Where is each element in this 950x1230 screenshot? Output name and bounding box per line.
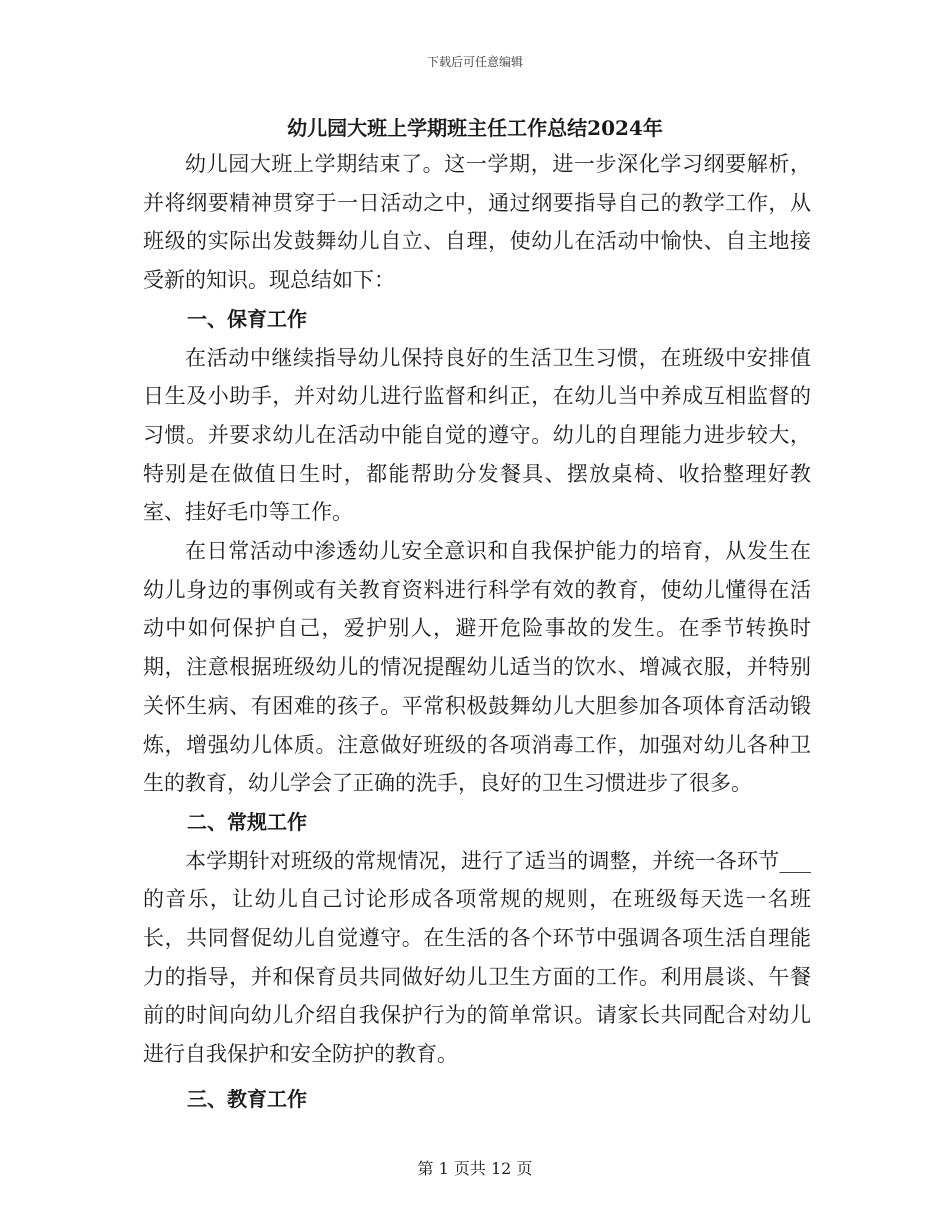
section-heading-education: 三、教育工作 — [187, 1086, 307, 1111]
document-body — [143, 145, 811, 1119]
routine-paragraph-1: 本学期针对班级的常规情况，进行了适当的调整，并统一各环节___的音乐，让幼儿自己讨论形成各项常规的规则，在班级每天选一名班长，共同督促幼儿自觉遵守。在生活的各个环节中强调各项生活自理能力的指导，并和保育员共同做好幼儿卫生方面的工作。利用晨谈、午餐前的时间向幼儿介绍自我保护行为的简单常识。请家长共同配合对幼儿进行自我保护和安全防护的教育。 — [143, 848, 811, 1067]
section-heading-routine: 二、常规工作 — [187, 809, 307, 834]
section-heading-care: 一、保育工作 — [187, 306, 307, 331]
intro-paragraph: 幼儿园大班上学期结束了。这一学期，进一步深化学习纲要解析，并将纲要精神贯穿于一日活动之中，通过纲要指导自己的教学工作，从班级的实际出发鼓舞幼儿自立、自理，使幼儿在活动中愉快、自主地接受新的知识。现总结如下： — [143, 152, 811, 293]
page-footer-number: 第 1 页共 12 页 — [417, 1159, 533, 1178]
page-header-note: 下载后可任意编辑 — [426, 55, 523, 69]
document-title: 幼儿园大班上学期班主任工作总结2024年 — [287, 116, 663, 140]
care-paragraph-1: 在活动中继续指导幼儿保持良好的生活卫生习惯，在班级中安排值日生及小助手，并对幼儿进行监督和纠正，在幼儿当中养成互相监督的习惯。并要求幼儿在活动中能自觉的遵守。幼儿的自理能力进步较大，特别是在做值日生时，都能帮助分发餐具、摆放桌椅、收拾整理好教室、挂好毛巾等工作。 — [143, 345, 811, 525]
care-paragraph-2: 在日常活动中渗透幼儿安全意识和自我保护能力的培育，从发生在幼儿身边的事例或有关教育资料进行科学有效的教育，使幼儿懂得在活动中如何保护自己，爱护别人，避开危险事故的发生。在季节转换时期，注意根据班级幼儿的情况提醒幼儿适当的饮水、增减衣服，并特别关怀生病、有困难的孩子。平常积极鼓舞幼儿大胆参加各项体育活动锻炼，增强幼儿体质。注意做好班级的各项消毒工作，加强对幼儿各种卫生的教育，幼儿学会了正确的洗手，良好的卫生习惯进步了很多。 — [143, 539, 811, 796]
